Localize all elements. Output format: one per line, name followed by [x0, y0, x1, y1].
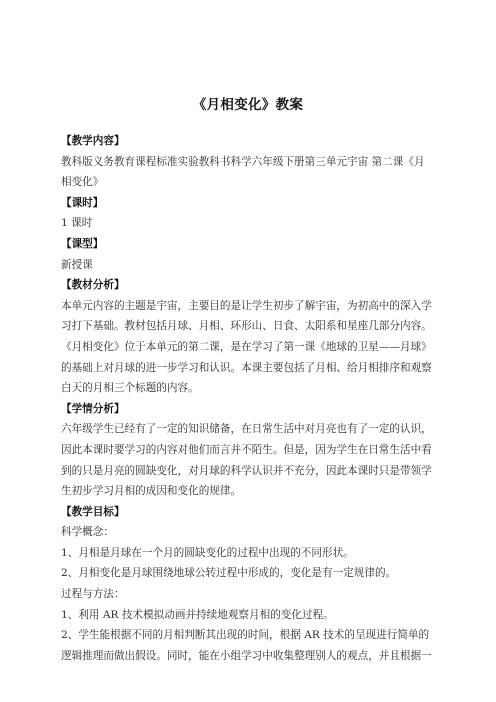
- paragraph-line: 1 课时: [61, 217, 93, 230]
- paragraph-line: 2、学生能根据不同的月相判断其出现的时间，根据 AR 技术的呈现进行简单的: [61, 629, 430, 642]
- document-body: [61, 131, 437, 666]
- paragraph-line: 六年级学生已经有了一定的知识储备，在日常生活中对月亮也有了一定的认识，: [61, 423, 432, 436]
- paragraph-line: 到的只是月亮的圆缺变化，对月球的科学认识并不充分，因此本课时只是带领学: [61, 464, 432, 477]
- section-paragraph: [61, 296, 437, 399]
- paragraph-line: 生初步学习月相的成因和变化的规律。: [61, 485, 242, 498]
- section-paragraph: [61, 522, 437, 666]
- paragraph-line: 因此本课时要学习的内容对他们而言并不陌生。但是，因为学生在日常生活中看: [61, 443, 432, 456]
- paragraph-line: 习打下基础。教材包括月球、月相、环形山、日食、太阳系和星座几部分内容。: [61, 320, 432, 333]
- paragraph-line: 2、月相变化是月球围绕地球公转过程中形成的，变化是有一定规律的。: [61, 567, 397, 580]
- paragraph-line: 教科版义务教育课程标准实验教科书科学六年级下册第三单元宇宙 第二课《月: [61, 155, 425, 168]
- paragraph-line: 白天的月相三个标题的内容。: [61, 382, 199, 395]
- section-heading-textbook-analysis: 【教材分析】: [61, 279, 125, 292]
- paragraph-line: 的基础上对月球的进一步学习和认识。本课主要包括了月相、给月相排序和观察: [61, 361, 432, 374]
- paragraph-line: 1、利用 AR 技术模拟动画并持续地观察月相的变化过程。: [61, 608, 334, 621]
- section-heading-student-analysis: 【学情分析】: [61, 402, 125, 415]
- section-heading-lesson-type: 【课型】: [61, 237, 104, 250]
- document-title: 《月相变化》教案: [192, 97, 304, 113]
- paragraph-line: 过程与方法：: [61, 588, 125, 601]
- section-heading-teaching-goals: 【教学目标】: [61, 505, 125, 518]
- section-paragraph: [61, 213, 437, 234]
- paragraph-line: 科学概念：: [61, 526, 114, 539]
- section-paragraph: [61, 255, 437, 276]
- section-paragraph: [61, 152, 437, 193]
- paragraph-line: 《月相变化》位于本单元的第二课，是在学习了第一课《地球的卫星——月球》: [61, 340, 432, 353]
- section-paragraph: [61, 419, 437, 501]
- section-heading-class-hours: 【课时】: [61, 196, 104, 209]
- section-heading-teaching-content: 【教学内容】: [61, 135, 125, 147]
- paragraph-line: 相变化》: [61, 176, 104, 189]
- paragraph-line: 逻辑推理而做出假设。同时，能在小组学习中收集整理别人的观点，并且根据一: [61, 649, 432, 662]
- paragraph-line: 新授课: [61, 258, 93, 271]
- paragraph-line: 1、月相是月球在一个月的圆缺变化的过程中出现的不同形状。: [61, 546, 354, 559]
- paragraph-line: 本单元内容的主题是宇宙，主要目的是让学生初步了解宇宙，为初高中的深入学: [61, 299, 432, 312]
